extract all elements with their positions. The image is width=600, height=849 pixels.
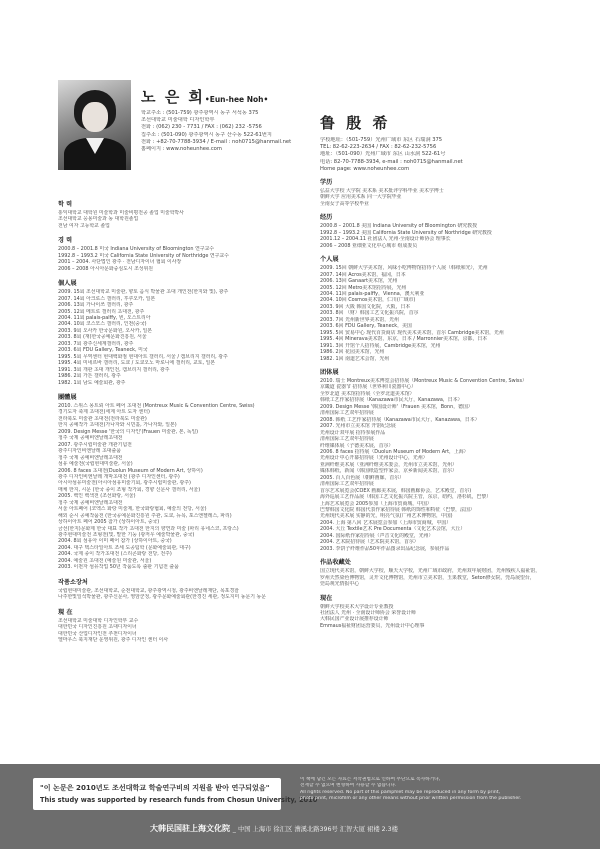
section-career (320, 212, 568, 249)
text-line: 금선(한지)문화제 한국 대표 작가 초대전 한지의 향연과 미술 (파리 유네스코, 프랑스) (58, 525, 239, 532)
english-name: •Eun-hee Noh• (204, 95, 269, 104)
text-line: 朝鲜大学校美术大学设计专业教授 (320, 603, 394, 610)
text-line: 韩纸工艺作家招待展（Kanazawa市民大厅，Kanazawa，日本） (320, 397, 463, 404)
text-line: 2006. 13回 Ganaart美术馆，光州 (320, 278, 398, 285)
text-line: 电话: 82-70-7788-3934, e-mail : noh0715@hanmail.net (320, 158, 463, 165)
funding-note-korean: "이 논문은 2010년도 조선대학교 학술연구비의 지원을 받아 연구되었음" (40, 783, 270, 792)
text-line: 전화 : (062) 230 - 7731 / FAX : (062) 232 -5756 (141, 124, 262, 131)
text-line: 엘마우스 북지재단 운영위원, 광주 디자인 센터 이사 (58, 637, 169, 644)
text-line: 首尔艺术展览会(COEX 画廊美术展，韩国画廊协会，艺术殿堂，首尔) (320, 487, 472, 494)
text-line: 한지 공예작가 초대전(가나자와 시민홀, 가나자와, 일본) (58, 422, 177, 429)
section-title: 团体展 (320, 368, 339, 376)
text-line: 2004. 8회 섬유아 이미 페어 참가 (상하이아트, 중국) (58, 538, 172, 545)
text-line: 해외 순시 공예작품전 (한국공예문화진흥원 주관, 도쿄, 뉴욕, 포스앤젤레스, 파리) (58, 512, 232, 519)
text-line: 光州现代美术展 实静的光，明亮气氛(广州艺术博物馆，中国) (320, 513, 453, 520)
section-title: 團體展 (58, 393, 77, 401)
text-line: Home page: www.noheunhee.com (320, 165, 410, 172)
text-line: 大韩民国产业设计展推荐设计师 (320, 616, 389, 623)
section-career (58, 235, 294, 272)
text-line: 전화 : +82-70-7788-3934 / E-mail : noh0715@hanmail.net (141, 138, 292, 145)
text-line: 2006. 8 faces 招待展（Duolun Museum of Modern Art，上海） (320, 448, 469, 455)
venue-name: 大韩民国驻上海文化院 (150, 824, 230, 833)
text-line: 2004. 대구 텍스타일아트 조세 도공팀학 (문화예술회관, 대구) (58, 544, 191, 551)
section-title: 작품소장처 (58, 578, 88, 586)
text-line: 2010. 스위스 몽트뢰 아트 페어 초대전 (Montreux Music & Convention Centre, Swiss) (58, 402, 255, 409)
text-line: 2005. 百人百色展（朝鲜画廊，首尔） (320, 474, 405, 481)
text-line: 1986. 2回 花园美术馆，光州 (320, 349, 385, 356)
text-line: 清州国际工艺双年招待展 (320, 436, 374, 443)
text-line: 홍익대학교 대학원 미술학과 미술비평전공 졸업 미술학박사 (58, 210, 184, 216)
section-title: 학 력 (58, 201, 73, 208)
section-present (58, 607, 294, 644)
text-line: 2004. 11回 palais-palffy，Vienna，澳大利亚 (320, 290, 425, 297)
text-line: 섬유 예술전(국립현대미술관, 서울) (58, 461, 133, 468)
text-line: 2009. 15회 조선대학교 미술관, 향토 음식 박물관 초대 개인전(한지와 빛), 광주 (58, 289, 229, 296)
text-line: 2003. 9回 大阪 韩国文化院，大阪，日本 (320, 303, 411, 310)
text-line: 청주 국제 공예비엔날레초대전 (58, 499, 123, 506)
text-line: TEL: 82-62-223-2634 / FAX : 82-62-232-5756 (320, 144, 437, 151)
text-line: 国立现代美术馆，朝鲜大学校，顺天大学校，光州广域市政府，光州双年展财团，光州残疾人福祉馆， (320, 568, 541, 575)
text-line: 학교주소 : (501-759) 광주광역시 동구 서석동 375 (141, 110, 259, 116)
text-line: 매체 한지, 시문 (한국 종이 조형 작가회, 경향 신문사 갤러리, 서울) (58, 486, 201, 493)
section-title: 경 력 (58, 237, 73, 245)
text-line: 2003. 이천자 섬유작업 50년 작품도록 출판 기념전 출품 (58, 564, 179, 571)
text-line: 국립현대미술관, 조선대학교, 순천대학교, 광주광역시청, 광주비엔날레재단, 목포경찰 (58, 587, 239, 594)
text-line: 2001 – 2004. 사단법인 광주 · 전남디자이너 협회 이사장 (58, 259, 182, 266)
text-line: 대한민국 디자인진흥원 초대디자이너 (58, 624, 137, 631)
text-line: 서울 아트페어 (코엑스 화랑 미술제, 한국화랑협회, 예술의 전당, 서울) (58, 506, 207, 513)
text-line: 2004. 예술원 초대전 (예술원 미술관, 서울) (58, 557, 152, 564)
text-line: 媒体韩纸，新闻（韩国纸造型作家会，京乡新闻美术馆，首尔） (320, 468, 457, 475)
text-line: 전재할 수 없으며 변형하여 사용할 수 없습니다. (300, 783, 397, 789)
text-line: 대한민국 산업디자인전 추천디자이너 (58, 630, 137, 637)
korean-name-text: 노 은 희 (141, 88, 205, 106)
text-line: 2000.8 – 2001.8 美国 Indiana University of Bloomington 研究教授 (320, 223, 477, 230)
chinese-contact (320, 137, 560, 173)
text-line: 광주현대미술전 조형전(빛, 말한 기둥 (광저우 예술박물관, 중국) (58, 532, 195, 539)
text-line: 2004. 上海 第八回 艺术展览会参加（上海市贸商城，中国） (320, 519, 452, 526)
text-line: 2010. 瑞士 Montreux美术博览会招待展（Montreux Music & Convention Centre, Swiss） (320, 377, 527, 384)
text-line: 1991. 3回 开馆个人招待展，Cambridge美术馆，光州 (320, 342, 441, 349)
text-line: 2001.12 – 2004.11 社团法人 光州·全南设计师协会 理事长 (320, 236, 451, 243)
text-line: 2009. 15回 朝鲜大学美术馆，风味小吃博物馆招待个人展（韩纸和光），光州 (320, 265, 488, 272)
text-line: 光州设计中心开幕招待展（光州设计中心，光州） (320, 455, 428, 462)
venue-address: _ 中国 上海市 徐汇区 漕溪北路396号 汇智大厦 裙楼 2.3楼 (232, 826, 398, 833)
section-collections (320, 557, 568, 587)
text-line: 亚洲纤维美术展（亚洲纤维美术委会，光州市立美术馆，光州） (320, 461, 457, 468)
text-line: 2004. 국제 종이 작가초대전 (스리콘화랑 전당, 전주) (58, 551, 172, 558)
text-line: 地址：（501-090）光州广域市 东区 山水洞 522-61号 (320, 151, 446, 158)
text-line: 2004. 大丘 Textile艺术 Pre Documenta（文化艺术会馆，大丘） (320, 526, 466, 533)
section-group (320, 367, 568, 552)
text-line: 경기도자 축제 초대전(세계 아트 도자 센터) (58, 409, 150, 416)
text-line: 2003. 李饼子纤维作品50年作品图录出品纪念展，参展作品 (320, 545, 450, 552)
text-line: 조선대학교 응용미술과 동 대학원졸업 (58, 216, 139, 223)
text-line: 상하이아트 페어 2005 참가 (상하이아트, 중국) (58, 519, 160, 526)
text-line: 1992.8 – 1993.2 미국 California State University of Northridge 연구교수 (58, 252, 229, 259)
text-line: 2003. 7회 광주신세계갤러리, 광주 (58, 340, 134, 347)
text-line: 2005. 백인 백색전 (조선화랑, 서울) (58, 493, 136, 500)
text-line: 2000.8 – 2001.8 미국 Indiana University of Bloomington 연구교수 (58, 246, 214, 253)
text-line: 1992.8 – 1993.2 美国 California State University of Northridge 研究教授 (320, 229, 492, 236)
text-line: 청주 국제 공예비엔날레초대전 (58, 435, 123, 442)
text-line: 2004. 国际纸作家招待展（声音文化的殿堂，光州） (320, 532, 434, 539)
text-line: 清州国际工艺双年招待展 (320, 481, 374, 488)
text-line: 京畿道 瓷器节 招待展（世界利川瓷器中心） (320, 384, 417, 391)
text-line: 전남 여자 고등학교 졸업 (58, 222, 110, 229)
text-line: 2004. 10회 코스모스 갤러리, 인천(중국) (58, 321, 147, 328)
text-line: 광주 디자인비엔날레 개막초대전 (광주 디자인센터, 광주) (58, 473, 180, 480)
text-line: 2009. Design Messe '韩国设计师'（Frauen 美术馆，Bonn，德国） (320, 403, 473, 410)
copyright-notice (300, 777, 570, 802)
chinese-cv (320, 172, 568, 629)
text-line: 2003. 6회 FDU Gallery, Teaneck, 미국 (58, 347, 148, 354)
section-education (58, 199, 294, 229)
text-line: 2007. 광주시립미술관 개관기념전 (58, 441, 132, 448)
text-line: 全罗北道 美术馆招待展（全罗北道美术馆） (320, 390, 415, 397)
text-line: 1982. 1回 南道艺术会馆，光州 (320, 355, 390, 362)
portrait-photo (58, 80, 131, 170)
section-present (320, 593, 568, 630)
text-line: 罗州天然染色博物馆，灵开文化博物馆，光州市立美术馆，玉果教堂，Seton修女院，莞岛展望台， (320, 574, 535, 581)
text-line: 1986. 2회 가든 갤러리, 광주 (58, 373, 121, 380)
text-line: 上海艺术展览会 2005参加（上海市贸商城，中国） (320, 500, 432, 507)
text-line: 광주디자인비엔날레 초대출품 (58, 448, 121, 455)
text-line: 1995. 5회 무역센터 현대백화점 현대아트 갤러리, 서울 / 캠브리지 갤러리, 광주 (58, 353, 228, 360)
text-line: 弘益大学校 大学院 美术系 美术批评学科毕业 美术学博士 (320, 188, 444, 194)
section-solo (320, 254, 568, 362)
text-line: 2003. 9회 오사카 한국문화원, 오사카, 일본 (58, 327, 153, 334)
text-line: 2006 – 2008 아시아문화중심도시 조성위원 (58, 265, 153, 272)
section-title: 現 在 (58, 608, 73, 616)
text-line: 朝鲜大学 应用美术系 同一大学院毕业 (320, 194, 402, 201)
chinese-name: 鲁 殷 希 (320, 114, 391, 132)
text-line: 홈페이지 : www.noheunhee.com (141, 146, 222, 153)
text-line: 2004. 11회 palais-palffy, 빈, 오스트리아 (58, 314, 151, 321)
text-line: 纤维媒体展（子德美术展，首尔） (320, 442, 394, 449)
text-line: 2006 – 2008 亚细亚文化中心城市 组成委员 (320, 242, 418, 249)
text-line: 2003. 8회 (재)한국공예문화진흥원, 서울 (58, 334, 147, 341)
text-line: All rights reserved. No part of this pamphlet may be reproduced in any form by print, (300, 789, 501, 795)
text-line: 2003. 8回 （财）韩国工艺文化振兴院，首尔 (320, 310, 419, 317)
funding-note-english: This study was supported by research funds from Chosun University, 2010 (40, 796, 318, 804)
section-collections (58, 577, 294, 601)
text-line: 全南女子高等学校毕业 (320, 200, 369, 207)
text-line: 조선대학교 미술대학 디자인학부 교수 (58, 617, 139, 624)
text-line: 2006. 8 faces 초대전(Duolun Museum of Modern Art, 상하이) (58, 467, 203, 474)
text-line: 2005. 12回 Metro美术馆招待展，光州 (320, 284, 407, 291)
text-line: 2007. 光州市立美术馆 开馆纪念展 (320, 423, 396, 430)
section-title: 现在 (320, 594, 333, 602)
text-line: 学校地址：（501-759）光州广域市 东区 石瑞洞 375 (320, 137, 443, 143)
text-line: 海外巡展工艺作品展（韩国工艺文化振兴院主管，东京，纽约，洛杉矶，巴黎） (320, 494, 492, 501)
text-line: 1995. 4회 미네르바 갤러리, 도쿄 / 도쿄오노 마로니에 갤러리, 교토, 일본 (58, 360, 216, 367)
text-line: 2003. 6回 FDU Gallery, Teaneck，美国 (320, 323, 412, 330)
text-line: Emmaus福祉财团运营委员，光州设计中心理事 (320, 622, 425, 629)
text-line: 2004. 10回 Cosmos美术馆，仁川(广域市) (320, 297, 416, 304)
text-line: photo print, microfilm or any other means without prior written permission from the publisher. (300, 795, 522, 801)
text-line: 1982. 1회 남도 예술회관, 광주 (58, 379, 126, 386)
text-line: 莞岛观光情报中心 (320, 581, 360, 588)
text-line: 2007. 14回 Acros美术馆，福冈，日本 (320, 271, 406, 278)
text-line: 2008. 韩纸 工艺作家招待展（Kanazawa市民大厅，Kanazawa，日本） (320, 416, 480, 423)
text-line: 2004. 艺术院招待展（艺术院美术馆，首尔） (320, 539, 419, 546)
text-line: 청주 국제 공예비엔날레초대전 (58, 454, 123, 461)
korean-cv (58, 194, 294, 643)
text-line: 巴黎韩国文化院 韩国代表作家招待展 韩纸的饰性和特征（巴黎，法国） (320, 507, 475, 514)
venue-line (150, 823, 398, 834)
text-line: 조선대학교 미술대학 디자인학부 (141, 117, 215, 124)
korean-name (141, 86, 268, 107)
text-line: 1995. 4回 Minerava美术馆，东京，日本 / Marronnier美术馆，京都，日本 (320, 336, 488, 343)
text-line: 清州国际工艺双年招待展 (320, 410, 374, 417)
text-line: 社团法人 光州 · 全南设计师协会 荣誉设计师 (320, 610, 416, 617)
section-title: 个人展 (320, 256, 339, 264)
section-education (320, 177, 568, 207)
section-title: 個人展 (58, 280, 77, 288)
text-line: 1991. 3회 개관 초대 개인전, 캠브리지 갤러리, 광주 (58, 366, 170, 373)
text-line: 전라북도 미술관 초대전(전라북도 미술관) (58, 415, 147, 422)
text-line: 2006. 13회 가나이쓰 갤러리, 광주 (58, 302, 134, 309)
text-line: 2007. 14회 아크로스 갤러리, 후쿠오카, 일본 (58, 295, 156, 302)
section-solo (58, 278, 294, 386)
section-title: 作品收藏处 (320, 559, 351, 567)
text-line: 光州设计双年展 招待参展作品 (320, 429, 386, 436)
text-line: 아시아섬유미술전(아시아섬유미술기회, 광주시립미술관, 광주) (58, 480, 191, 487)
text-line: 나주한빛일석박물관, 광주신문사, 영암군청, 광주문화예술회관(한경진 세관, 정도지미 동문기 동문 (58, 594, 266, 601)
text-line: 이 책에 담긴 모든 자료는 저작권법으로 인하여 무단으로 복사하거나, (300, 777, 441, 782)
section-title: 学历 (320, 179, 333, 186)
text-line: 1995. 5回 贸易中心 现代百货商店 现代美术美术馆，首尔 Cambridge美术馆，光州 (320, 329, 504, 336)
korean-contact (141, 110, 301, 153)
text-line: 2005. 12회 메트로 갤러리 초대전, 광주 (58, 308, 145, 315)
section-title: 经历 (320, 214, 333, 222)
text-line: 2009. Design Messe '한국의 디자인'(Frauen 미술관, 본, 독일) (58, 428, 199, 435)
section-group (58, 392, 294, 571)
text-line: 집주소 : (501-090) 광주광역시 동구 산수동 522-61번지 (141, 131, 272, 138)
text-line: 2003. 7回 光州新世界美术馆，光州 (320, 316, 399, 323)
